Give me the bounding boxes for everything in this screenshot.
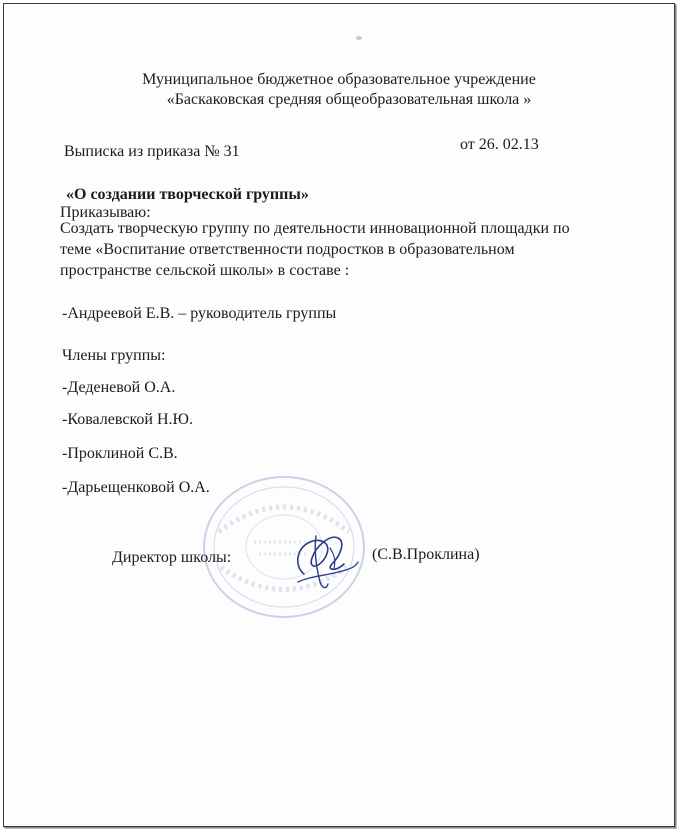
scan-speck — [356, 36, 362, 40]
directive-text: Приказываю: — [60, 204, 151, 221]
document-page — [3, 3, 675, 827]
body-line-1: Создать творческую группу по деятельности инновационной площадки по — [60, 220, 570, 237]
member-item: -Ковалевской Н.Ю. — [62, 411, 193, 428]
order-date: от 26. 02.13 — [460, 136, 539, 153]
member-item: -Проклиной С.В. — [62, 445, 178, 462]
signature-role: Директор школы: — [112, 549, 232, 566]
body-line-2: теме «Воспитание ответственности подростков в образовательном — [60, 241, 515, 258]
member-item: -Деденевой О.А. — [62, 379, 176, 396]
body-line-3: пространстве сельской школы» в составе : — [60, 262, 350, 279]
members-label: Члены группы: — [62, 347, 166, 364]
order-subject: «О создании творческой группы» — [66, 186, 309, 203]
institution-name-line1: Муниципальное бюджетное образовательное учреждение — [142, 71, 536, 88]
institution-name-line2: «Баскаковская средняя общеобразовательная школа » — [166, 91, 532, 108]
member-item: -Дарьещенковой О.А. — [62, 479, 210, 496]
signature-name: (С.В.Проклина) — [372, 546, 480, 563]
handwritten-signature — [286, 526, 366, 596]
order-title: Выписка из приказа № 31 — [64, 143, 240, 160]
group-leader: -Андреевой Е.В. – руководитель группы — [62, 305, 337, 322]
